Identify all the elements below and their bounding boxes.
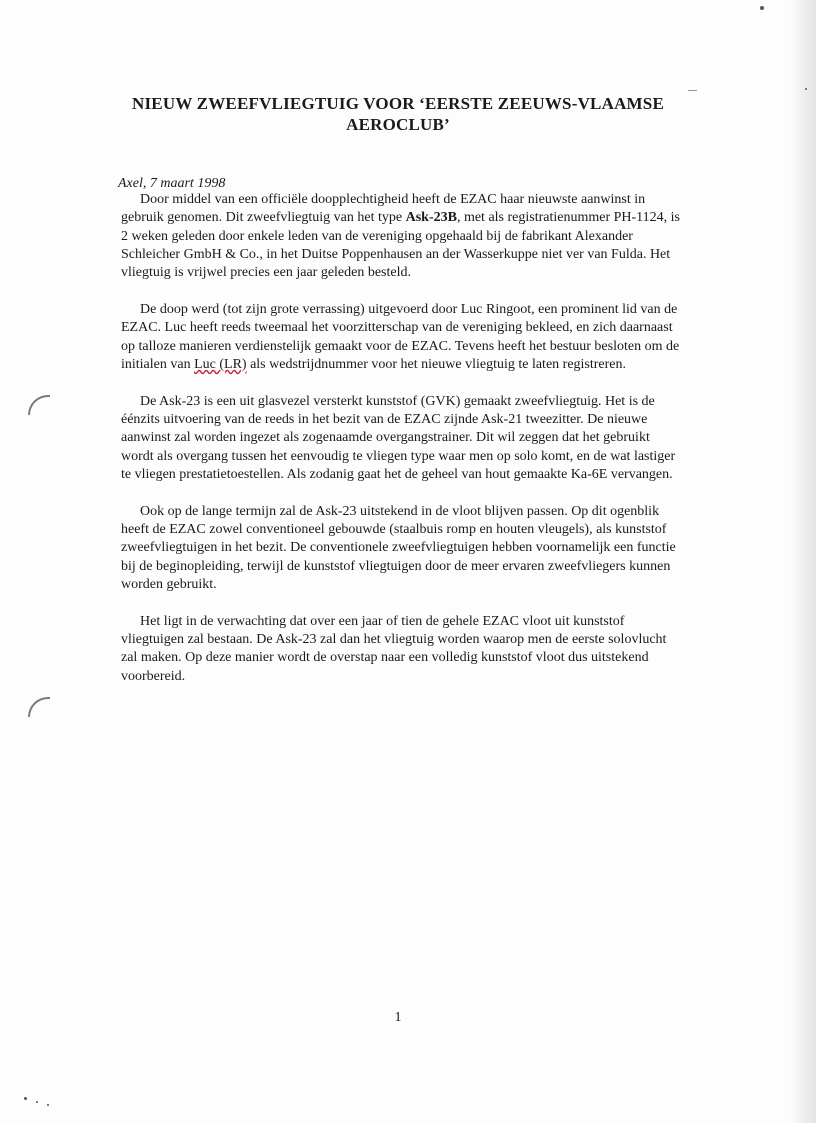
- page-number: 1: [394, 1010, 402, 1025]
- dateline: Axel, 7 maart 1998: [118, 176, 226, 191]
- paragraph: De Ask-23 is een uit glasvezel versterkt kunststof (GVK) gemaakt zweefvliegtuig. Het is de éénzits uitvoering van de reeds in het bezit van de EZAC zijnde Ask-21 tweezitter. De nieuwe aanwinst zal worden ingezet als zogenaamde overgangstrainer. Dit wil zeggen dat het gebruikt wordt als overgang tussen het eenvoudig te vliegen type waar men op solo komt, en de wat lastiger te vliegen prestatietoestellen. Als zodanig gaat het de geheel van hout gemaakte Ka-6E vervangen.: [121, 393, 676, 482]
- document-title: NIEUW ZWEEFVLIEGTUIG VOOR ‘EERSTE ZEEUWS-VLAAMSE AEROCLUB’: [132, 94, 664, 134]
- spellcheck-marked-text: Luc (LR): [194, 356, 247, 372]
- scan-speck: [24, 1097, 27, 1100]
- punch-hole-icon: [28, 697, 50, 717]
- paragraph: Ook op de lange termijn zal de Ask-23 uitstekend in de vloot blijven passen. Op dit ogenblik heeft de EZAC zowel conventioneel gebouwde (staalbuis romp en houten vleugels), als kunststof zweefvliegtuigen in het bezit. De conventionele zweefvliegtuigen hebben voornamelijk een functie bij de beginopleiding, terwijl de kunststof vliegtuigen door de meer ervaren zweefvliegers kunnen worden gebruikt.: [121, 503, 676, 592]
- scan-speck: [805, 88, 807, 90]
- paragraph-text: als wedstrijdnummer voor het nieuwe vliegtuig te laten registreren.: [246, 356, 627, 372]
- article-body: [121, 191, 681, 704]
- paragraph-text: De doop werd (tot zijn grote verrassing) uitgevoerd door Luc Ringoot, een prominent lid van de EZAC. Luc heeft reeds tweemaal het voorzitterschap van de vereniging bekleed, en zich daarnaast op talloze manieren verdienstelijk gemaakt voor de EZAC. Tevens heeft het bestuur besloten om de initialen van: [121, 301, 680, 372]
- scan-speck: [760, 6, 764, 10]
- punch-hole-icon: [28, 395, 50, 415]
- paragraph: [121, 191, 681, 282]
- aircraft-type: Ask-23B: [405, 210, 457, 226]
- paragraph-text: Door middel van een officiële doopplechtigheid heeft de EZAC haar nieuwste aanwinst in gebruik genomen. Dit zweefvliegtuig van het type: [121, 192, 646, 226]
- scan-speck: [36, 1101, 38, 1103]
- page-edge-shadow: [790, 0, 816, 1123]
- scan-speck: [47, 1104, 49, 1106]
- paragraph: [121, 301, 681, 374]
- paragraph: Het ligt in de verwachting dat over een jaar of tien de gehele EZAC vloot uit kunststof vliegtuigen zal bestaan. De Ask-23 zal dan het vliegtuig worden waarop men de eerste solovlucht zal maken. Op deze manier wordt de overstap naar een volledig kunststof vloot dus uitstekend voorbereid.: [121, 613, 667, 684]
- paragraph-text: , met als registratienummer PH-1124, is 2 weken geleden door enkele leden van de vereniging opgehaald bij de fabrikant Alexander Schleicher GmbH & Co., in het Duitse Poppenhausen an der Wasserkuppe niet ver van Fulda. Het vliegtuig is vrijwel precies een jaar geleden besteld.: [121, 210, 681, 281]
- scan-speck: [688, 90, 697, 91]
